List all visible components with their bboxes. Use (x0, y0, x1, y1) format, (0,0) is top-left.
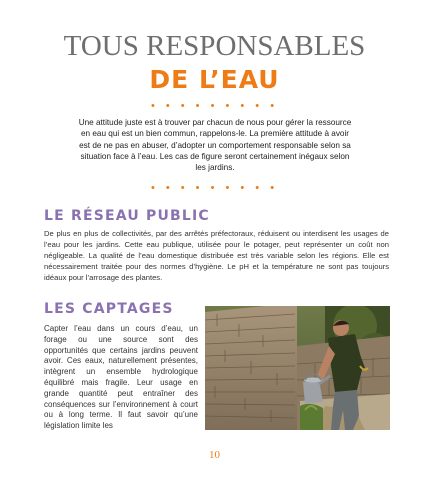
section-heading-reseau: LE RÉSEAU PUBLIC (44, 208, 210, 224)
dots-divider-bottom: • • • • • • • • • (150, 182, 279, 194)
page-number: 10 (209, 449, 220, 461)
section-body-reseau: De plus en plus de collectivités, par des arrêtés préfectoraux, réduisent ou interdisent les usages de l’eau pour les jardins. Cette eau publique, utilisée pour le potager, peut représenter un coût non négligeable. La qualité de l’eau domestique distribuée est très variable selon les régions. Elle est nécessairement traitée pour des normes d’hygiène. Le pH et la température ne sont pas toujours idéaux pour l’arrosage des plantes. (44, 229, 389, 282)
page-title: TOUS RESPONSABLES (63, 30, 366, 62)
dots-divider-top: • • • • • • • • • (150, 100, 279, 112)
page-subtitle: DE L’EAU (149, 65, 280, 94)
gardener-photo (205, 306, 390, 430)
section-heading-captages: LES CAPTAGES (44, 301, 174, 317)
photo-illustration (205, 306, 390, 430)
section-body-captages: Capter l’eau dans un cours d’eau, un forage ou une source sont des opportunités que certains jardins peuvent avoir. Ces eaux, naturellement présentes, intègrent un ensemble hydrologique équilibré mais fragile. Leur usage en grande quantité peut entraîner des conséquences sur l’environnement à court ou à long terme. Il faut savoir qu’une législation limite les (44, 324, 198, 431)
intro-paragraph: Une attitude juste est à trouver par chacun de nous pour gérer la ressource en eau qui est un bien commun, rappelons-le. La première attitude à avoir est de ne pas en abuser, d’adopter un comportement responsable selon sa situation face à l’eau. Les cas de figure seront certainement inégaux selon les jardins. (78, 118, 352, 173)
